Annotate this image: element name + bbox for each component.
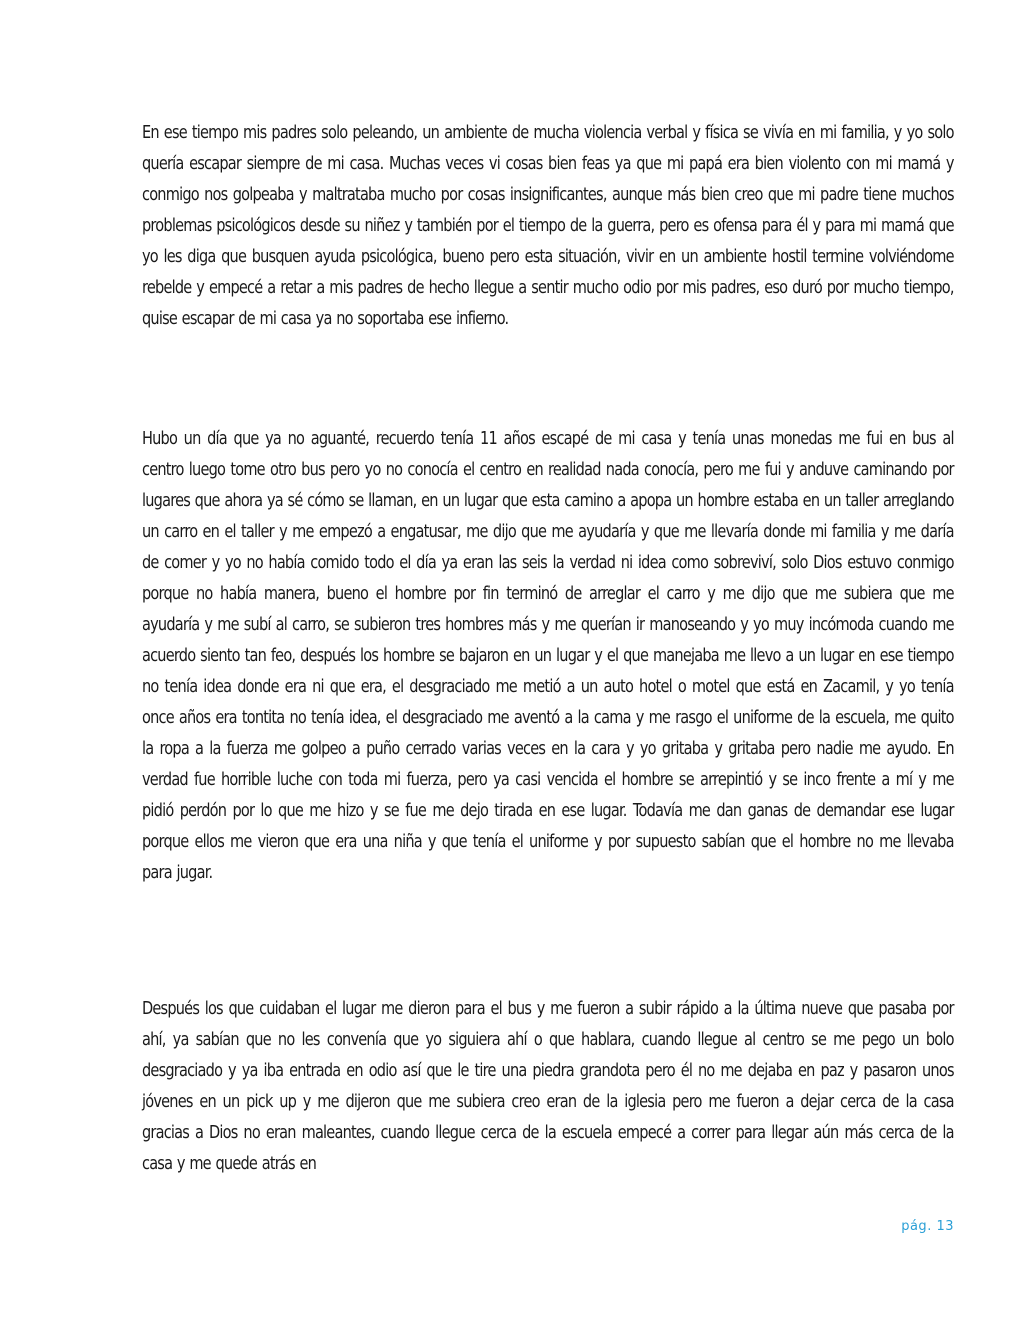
paragraph-2: Hubo un día que ya no aguanté, recuerdo tenía 11 años escapé de mi casa y tenía unas monedas me fui en bus al centro luego tome otro bus pero yo no conocía el centro en realidad nada conocía, pero me fui y anduve caminando por lugares que ahora ya sé cómo se llaman, en un lugar que esta camino a apopa un hombre estaba en un taller arreglando un carro en el taller y me empezó a engatusar, me dijo que me ayudaría y que me llevaría donde mi familia y me daría de comer y yo no había comido todo el día ya eran las seis la verdad ni idea como sobreviví, solo Dios estuvo conmigo porque no había manera, bueno el hombre por fin terminó de arreglar el carro y me dijo que me subiera que me ayudaría y me subí al carro, se subieron tres hombres más y me querían ir manoseando y yo muy incómoda cuando me acuerdo siento tan feo, después los hombre se bajaron en un lugar y el que manejaba me llevo a un lugar en ese tiempo no tenía idea donde era ni que era, el desgraciado me metió a un auto hotel o motel que está en Zacamil, y yo tenía once años era tontita no tenía idea, el desgraciado me aventó a la cama y me rasgo el uniforme de la escuela, me quito la ropa a la fuerza me golpeo a puño cerrado varias veces en la cara y yo gritaba y gritaba pero nadie me ayudo. En verdad fue horrible luche con toda mi fuerza, pero ya casi vencida el hombre se arrepintió y se inco frente a mí y me pidió perdón por lo que me hizo y se fue me dejo tirada en ese lugar. Todavía me dan ganas de demandar ese lugar porque ellos me vieron que era una niña y que tenía el uniforme y por supuesto sabían que el hombre no me llevaba para jugar. bbox=[142, 429, 954, 883]
paragraph-1: En ese tiempo mis padres solo peleando, un ambiente de mucha violencia verbal y física se vivía en mi familia, y yo solo quería escapar siempre de mi casa. Muchas veces vi cosas bien feas ya que mi papá era bien violento con mi mamá y conmigo nos golpeaba y maltrataba mucho por cosas insignificantes, aunque más bien creo que mi padre tiene muchos problemas psicológicos desde su niñez y también por el tiempo de la guerra, pero es ofensa para él y para mi mamá que yo les diga que busquen ayuda psicológica, bueno pero esta situación, vivir en un ambiente hostil termine volviéndome rebelde y empecé a retar a mis padres de hecho llegue a sentir mucho odio por mis padres, eso duró por mucho tiempo, quise escapar de mi casa ya no soportaba ese infierno. bbox=[142, 123, 954, 329]
paragraph-3: Después los que cuidaban el lugar me dieron para el bus y me fueron a subir rápido a la última nueve que pasaba por ahí, ya sabían que no les convenía que yo siguiera ahí o que hablara, cuando llegue al centro se me pego un bolo desgraciado y ya iba entrada en odio así que le tire una piedra grandota pero él no me dejaba en paz y pasaron unos jóvenes en un pick up y me dijeron que me subiera creo eran de la iglesia pero me fueron a dejar cerca de la casa gracias a Dios no eran maleantes, cuando llegue cerca de la escuela empecé a correr para llegar aún más cerca de la casa y me quede atrás en bbox=[142, 999, 954, 1174]
page-number: pág. 13 bbox=[901, 1219, 954, 1234]
